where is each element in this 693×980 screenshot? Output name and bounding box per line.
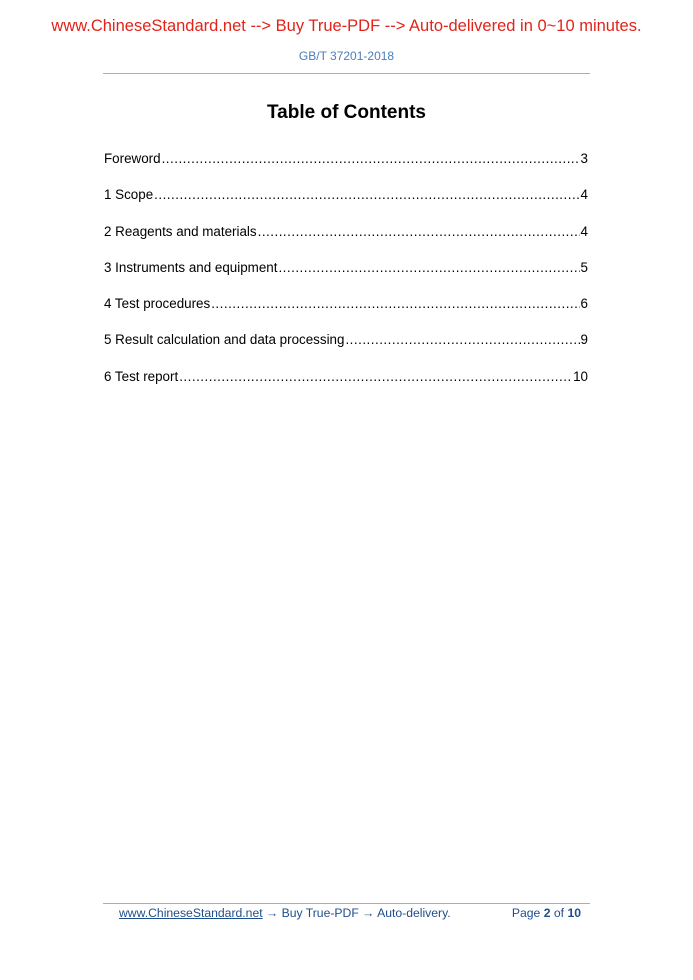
toc-entry-page: 4	[580, 223, 588, 239]
toc-entry-test-procedures[interactable]	[104, 295, 588, 331]
footer-site-link[interactable]: www.ChineseStandard.net	[119, 906, 263, 920]
toc-dot-leader	[179, 368, 572, 386]
footer-divider	[103, 903, 590, 904]
toc-dot-leader	[162, 150, 580, 168]
toc-entry-page: 6	[580, 296, 588, 312]
total-pages-number: 10	[567, 906, 581, 920]
standard-code: GB/T 37201-2018	[298, 49, 395, 63]
top-banner: www.ChineseStandard.net --> Buy True-PDF --> Auto-delivered in 0~10 minutes.	[51, 17, 642, 35]
toc-entry-label: 6 Test report	[104, 368, 179, 384]
toc-dot-leader	[345, 331, 579, 349]
current-page-number: 2	[543, 906, 551, 920]
toc-entry-reagents[interactable]	[104, 223, 588, 259]
toc-entry-page: 10	[573, 368, 588, 384]
header-divider	[103, 73, 590, 74]
page-word: Page	[511, 906, 541, 920]
toc-entry-instruments[interactable]	[104, 259, 588, 295]
toc-entry-test-report[interactable]	[104, 368, 588, 404]
toc-list	[104, 150, 588, 404]
toc-dot-leader	[211, 295, 579, 313]
page-number	[512, 906, 581, 920]
toc-entry-label: Foreword	[104, 151, 161, 166]
toc-entry-foreword[interactable]	[104, 150, 588, 186]
toc-entry-label: 3 Instruments and equipment	[104, 259, 278, 275]
toc-dot-leader	[278, 259, 579, 277]
page-footer	[119, 906, 581, 920]
toc-dot-leader	[154, 186, 579, 204]
toc-entry-page: 3	[580, 151, 588, 166]
toc-entry-scope[interactable]	[104, 186, 588, 222]
toc-entry-result-calculation[interactable]	[104, 331, 588, 367]
of-word: of	[553, 906, 565, 920]
toc-entry-page: 9	[580, 332, 588, 348]
toc-entry-label: 4 Test procedures	[104, 296, 211, 312]
toc-entry-page: 5	[580, 259, 588, 275]
toc-entry-label: 2 Reagents and materials	[104, 223, 257, 239]
toc-dot-leader	[258, 223, 580, 241]
footer-tagline: → Buy True-PDF → Auto-delivery.	[262, 906, 451, 920]
page-title: Table of Contents	[266, 102, 427, 123]
toc-entry-label: 5 Result calculation and data processing	[104, 332, 345, 348]
toc-entry-label: 1 Scope	[104, 187, 154, 203]
toc-entry-page: 4	[580, 187, 588, 203]
